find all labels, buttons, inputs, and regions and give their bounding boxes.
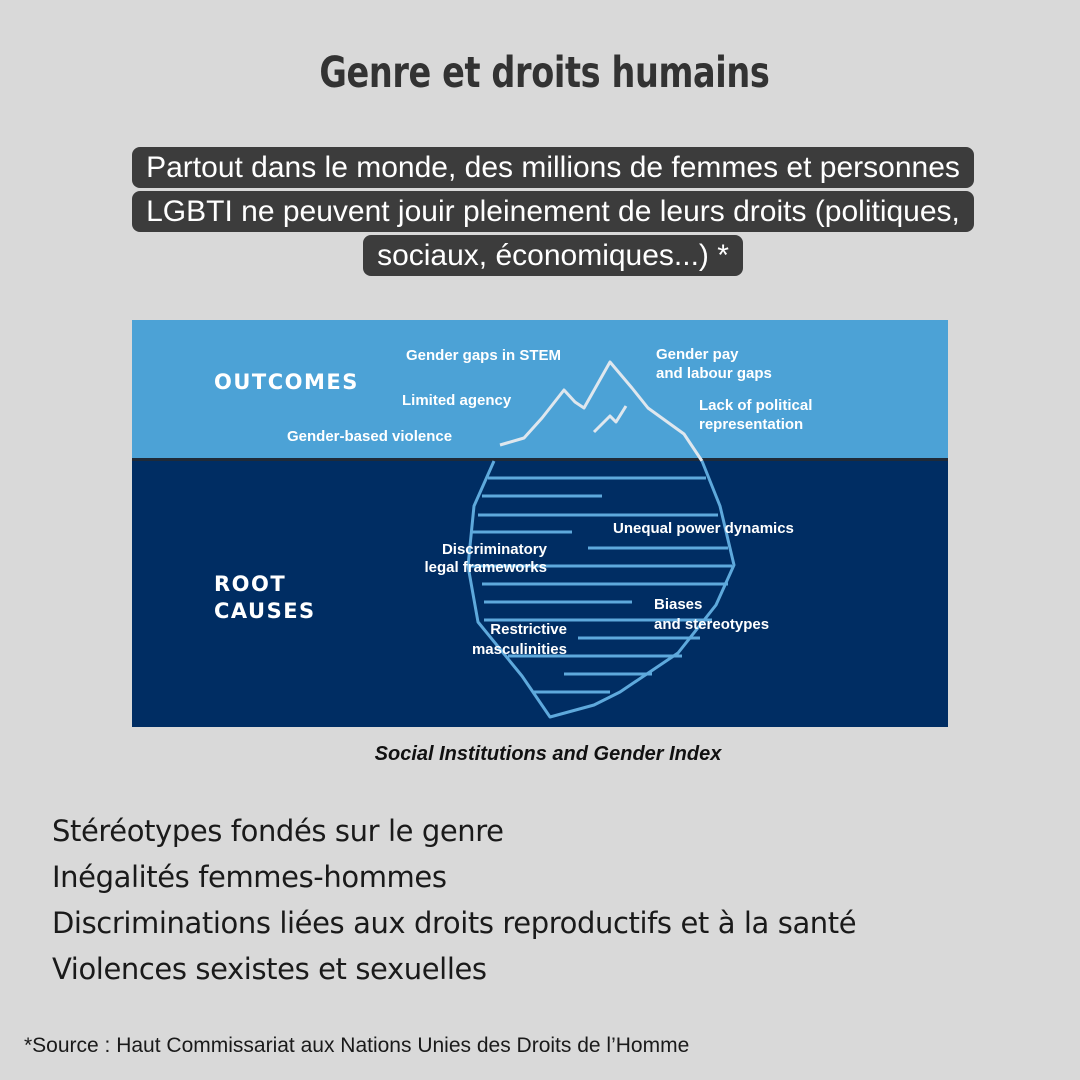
label-stem-gaps: Gender gaps in STEM xyxy=(406,347,562,364)
causes-label: CAUSES xyxy=(214,599,316,623)
label-biases-line1: Biases xyxy=(654,596,703,613)
label-pay-gaps-line2: and labour gaps xyxy=(656,365,772,382)
intro-line: Partout dans le monde, des millions de femmes et personnes xyxy=(132,147,974,188)
label-political-line1: Lack of political xyxy=(699,397,813,414)
label-masculinities-line2: masculinities xyxy=(471,641,567,658)
root-label: ROOT xyxy=(214,572,287,596)
label-power-dynamics: Unequal power dynamics xyxy=(613,520,794,537)
intro-text xyxy=(70,146,1036,278)
source-footnote: *Source : Haut Commissariat aux Nations Unies des Droits de l’Homme xyxy=(24,1034,690,1057)
list-item: Stéréotypes fondés sur le genre xyxy=(52,814,504,848)
page-title: Genre et droits humains xyxy=(319,48,770,98)
label-biases-line2: and stereotypes xyxy=(654,616,770,633)
iceberg-svg xyxy=(132,320,948,727)
key-points-list xyxy=(52,808,856,992)
diagram-caption: Social Institutions and Gender Index xyxy=(374,743,722,765)
label-gender-violence: Gender-based violence xyxy=(287,428,453,445)
label-political-line2: representation xyxy=(699,416,804,433)
intro-line: sociaux, économiques...) * xyxy=(363,235,743,276)
intro-line: LGBTI ne peuvent jouir pleinement de leurs droits (politiques, xyxy=(132,191,974,232)
list-item: Inégalités femmes-hommes xyxy=(52,860,447,894)
label-limited-agency: Limited agency xyxy=(402,392,512,409)
outcomes-label: OUTCOMES xyxy=(214,370,359,394)
list-item: Violences sexistes et sexuelles xyxy=(52,952,487,986)
label-legal-line1: Discriminatory xyxy=(441,541,547,558)
label-masculinities-line1: Restrictive xyxy=(490,621,567,638)
label-pay-gaps-line1: Gender pay xyxy=(656,346,739,363)
label-legal-line2: legal frameworks xyxy=(424,559,547,576)
list-item: Discriminations liées aux droits reproductifs et à la santé xyxy=(52,906,857,940)
iceberg-diagram xyxy=(132,320,948,727)
